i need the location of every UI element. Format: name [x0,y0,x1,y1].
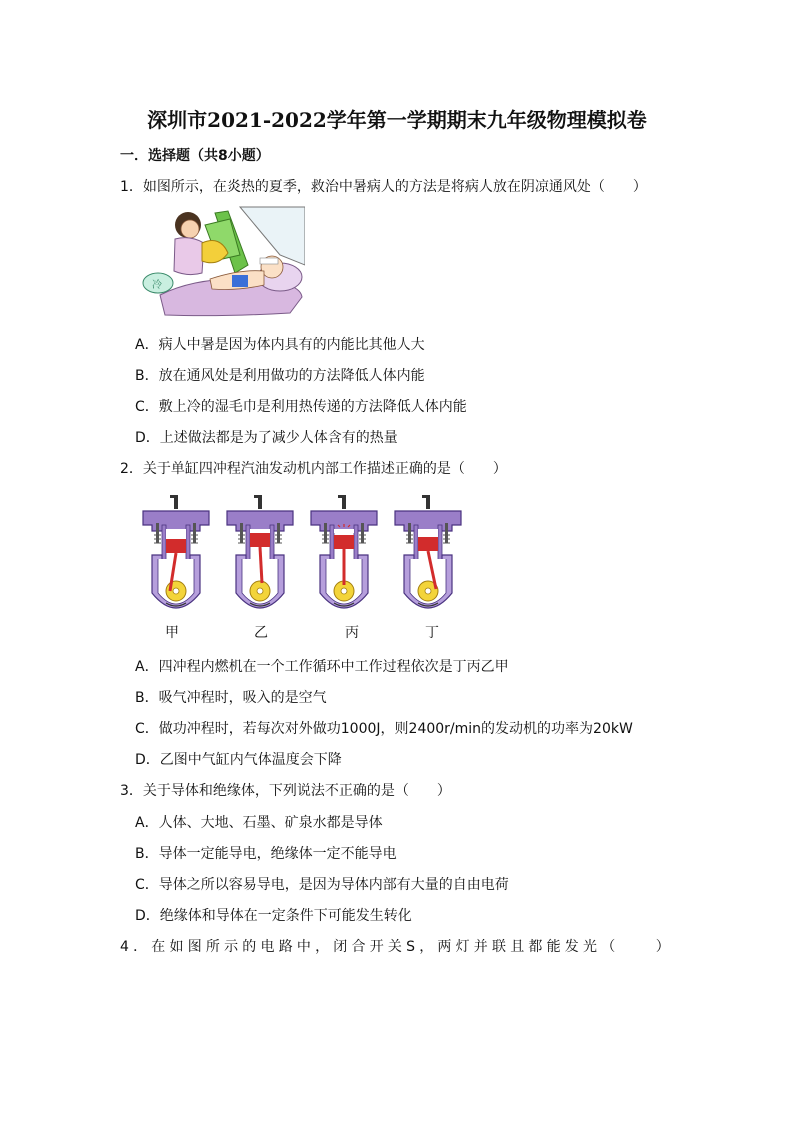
question-2-stem: 2．关于单缸四冲程汽油发动机内部工作描述正确的是（ ） [120,461,507,477]
q1-option-b: B．放在通风处是利用做功的方法降低人体内能 [135,368,425,384]
q2-option-c: C．做功冲程时，若每次对外做功1000J，则2400r/min的发动机的功率为20kW [135,721,633,737]
figure-heatstroke-illustration [140,205,305,320]
engine-label-yi: 乙 [254,625,268,641]
piston [166,539,186,553]
woman-body [174,238,204,275]
page-title: 深圳市2021-2022学年第一学期期末九年级物理模拟卷 [147,108,647,132]
q2-option-a: A．四冲程内燃机在一个工作循环中工作过程依次是丁丙乙甲 [135,659,509,675]
engine-label-bing: 丙 [345,625,359,641]
wet-towel [260,258,278,264]
question-4-stem: 4．在如图所示的电路中，闭合开关S，两灯并联且都能发光（ ） [120,939,674,955]
figure-engine-strokes [140,495,480,640]
section-heading: 一．选择题（共8小题） [120,148,270,164]
woman-face [181,220,199,238]
engine-label-jia: 甲 [165,625,179,641]
piston [418,537,438,551]
q2-option-b: B．吸气冲程时，吸入的是空气 [135,690,327,706]
basin-label: 冷 [152,280,162,291]
question-1-stem: 1．如图所示，在炎热的夏季，救治中暑病人的方法是将病人放在阴凉通风处（ ） [120,179,647,195]
q1-option-d: D．上述做法都是为了减少人体含有的热量 [135,430,398,446]
q3-option-a: A．人体、大地、石墨、矿泉水都是导体 [135,815,383,831]
q3-option-c: C．导体之所以容易导电，是因为导体内部有大量的自由电荷 [135,877,509,893]
question-3-stem: 3．关于导体和绝缘体，下列说法不正确的是（ ） [120,783,451,799]
engine-jia [143,495,209,608]
q2-option-d: D．乙图中气缸内气体温度会下降 [135,752,342,768]
q1-option-c: C．敷上冷的湿毛巾是利用热传递的方法降低人体内能 [135,399,467,415]
q1-option-a: A．病人中暑是因为体内具有的内能比其他人大 [135,337,425,353]
engine-yi [227,495,293,608]
engine-label-ding: 丁 [425,625,439,641]
boy-shorts [232,275,248,287]
q3-option-d: D．绝缘体和导体在一定条件下可能发生转化 [135,908,412,924]
q3-option-b: B．导体一定能导电，绝缘体一定不能导电 [135,846,397,862]
engine-bing [311,495,377,608]
piston [334,535,354,549]
piston [250,533,270,547]
engine-ding [395,495,461,608]
